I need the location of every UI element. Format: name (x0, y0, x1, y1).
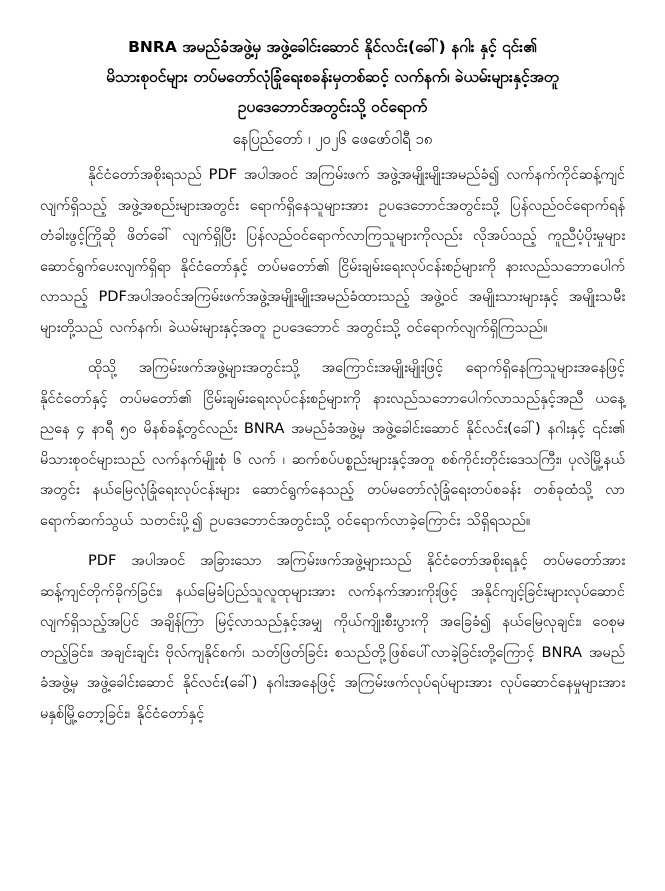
dateline: နေပြည်တော် ၊ ၂၀၂၆ ဖေဖော်ဝါရီ ၁၈ (232, 130, 433, 148)
paragraph-1: နိုင်ငံတော်အစိုးရသည် PDF အပါအဝင် အကြမ်းဖက် အဖွဲ့အမျိုးမျိုးအမည်ခံ၍ လက်နက်ကိုင်ဆန့်ကျင်လျက်ရှိသည့် အဖွဲ့အစည်းများအတွင်း ရောက်ရှိနေသူများအား ဥပဒေဘောင်အတွင်းသို့ ပြန်လည်ဝင်ရောက်ရန် တံခါးဖွင့်ကြိုဆို ဖိတ်ခေါ် လျက်ရှိပြီး ပြန်လည်ဝင်ရောက်လာကြသူများကိုလည်း လိုအပ်သည့် ကူညီပံ့ပိုးမှုများ ဆောင်ရွက်ပေးလျက်ရှိရာ နိုင်ငံတော်နှင့် တပ်မတော်၏ ငြိမ်းချမ်းရေးလုပ်ငန်းစဉ်များကို နားလည်သဘောပေါက်လာသည့် PDFအပါအဝင်အကြမ်းဖက်အဖွဲ့အမျိုးမျိုးအမည်ခံထားသည့် အဖွဲ့ဝင် အမျိုးသားများနှင့် အမျိုးသမီးများတို့သည် လက်နက်၊ ခဲယမ်းများနှင့်အတူ ဥပဒေဘောင် အတွင်းသို့ ဝင်ရောက်လျက်ရှိကြသည်။ (40, 166, 625, 336)
paragraph-2: ထိုသို့ အကြမ်းဖက်အဖွဲ့များအတွင်းသို့ အကြောင်းအမျိုးမျိုးဖြင့် ရောက်ရှိနေကြသူများအနေဖြင့် နိုင်ငံတော်နှင့် တပ်မတော်၏ ငြိမ်းချမ်းရေးလုပ်ငန်းစဉ်များကို နားလည်သဘောပေါက်လာသည်နှင့်အညီ ယနေ့ညနေ ၄ နာရီ ၅၀ မိနစ်ခန့်တွင်လည်း BNRA အမည်ခံအဖွဲ့မှ အဖွဲ့ခေါင်းဆောင် နိုင်လင်း(ခေါ်) နဂါးနှင့် ၎င်း၏ မိသားစုဝင်များသည် လက်နက်မျိုးစုံ ၆ လက် ၊ ဆက်စပ်ပစ္စည်းများနှင့်အတူ စစ်ကိုင်းတိုင်းဒေသကြီး၊ ပုလဲမြို့နယ်အတွင်း နယ်မြေလုံခြုံရေးလုပ်ငန်းများ ဆောင်ရွက်နေသည့် တပ်မတော်လုံခြုံရေးတပ်စခန်း တစ်ခုထံသို့ လာရောက်ဆက်သွယ် သတင်းပို့၍ ဥပဒေဘောင်အတွင်းသို့ ဝင်ရောက်လာခဲ့ကြောင်း သိရှိရသည်။ (40, 359, 625, 529)
title-line-2: မိသားစုဝင်များ တပ်မတော်လုံခြုံရေးစခန်းမှတစ်ဆင့် လက်နက်၊ ခဲယမ်းများနှင့်အတူ (106, 68, 559, 86)
paragraph-3: PDF အပါအဝင် အခြားသော အကြမ်းဖက်အဖွဲ့များသည် နိုင်ငံတော်အစိုးရနှင့် တပ်မတော်အား ဆန့်ကျင်တိုက်ခိုက်ခြင်း၊ နယ်မြေခံပြည်သူလူထုများအား လက်နက်အားကိုးဖြင့် အနိုင်ကျင့်ခြင်းများလုပ်ဆောင်လျက်ရှိသည့်အပြင် အချိန်ကြာ မြင့်လာသည်နှင့်အမျှ ကိုယ်ကျိုးစီးပွားကို အခြေခံ၍ နယ်မြေလုချင်း၊ ဝေစုမတည့်ခြင်း၊ အချင်းချင်း ဗိုလ်ကျနိုင်စက်၊ သတ်ဖြတ်ခြင်း စသည်တို့ဖြစ်ပေါ်လာခဲ့ခြင်းတို့ကြောင့် BNRA အမည်ခံအဖွဲ့မှ အဖွဲ့ခေါင်းဆောင် နိုင်လင်း(ခေါ်) နဂါးအနေဖြင့် အကြမ်းဖက်လုပ်ရပ်များအား လုပ်ဆောင်နေမှုများအား မနှစ်မြို့တော့ခြင်း၊ နိုင်ငံတော်နှင့် (40, 552, 625, 722)
title-line-1: BNRA အမည်ခံအဖွဲ့မှ အဖွဲ့ခေါင်းဆောင် နိုင်လင်း(ခေါ်) နဂါး နှင့် ၎င်း၏ (128, 38, 537, 56)
title-line-3: ဥပဒေဘောင်အတွင်းသို့ ဝင်ရောက် (237, 98, 428, 116)
